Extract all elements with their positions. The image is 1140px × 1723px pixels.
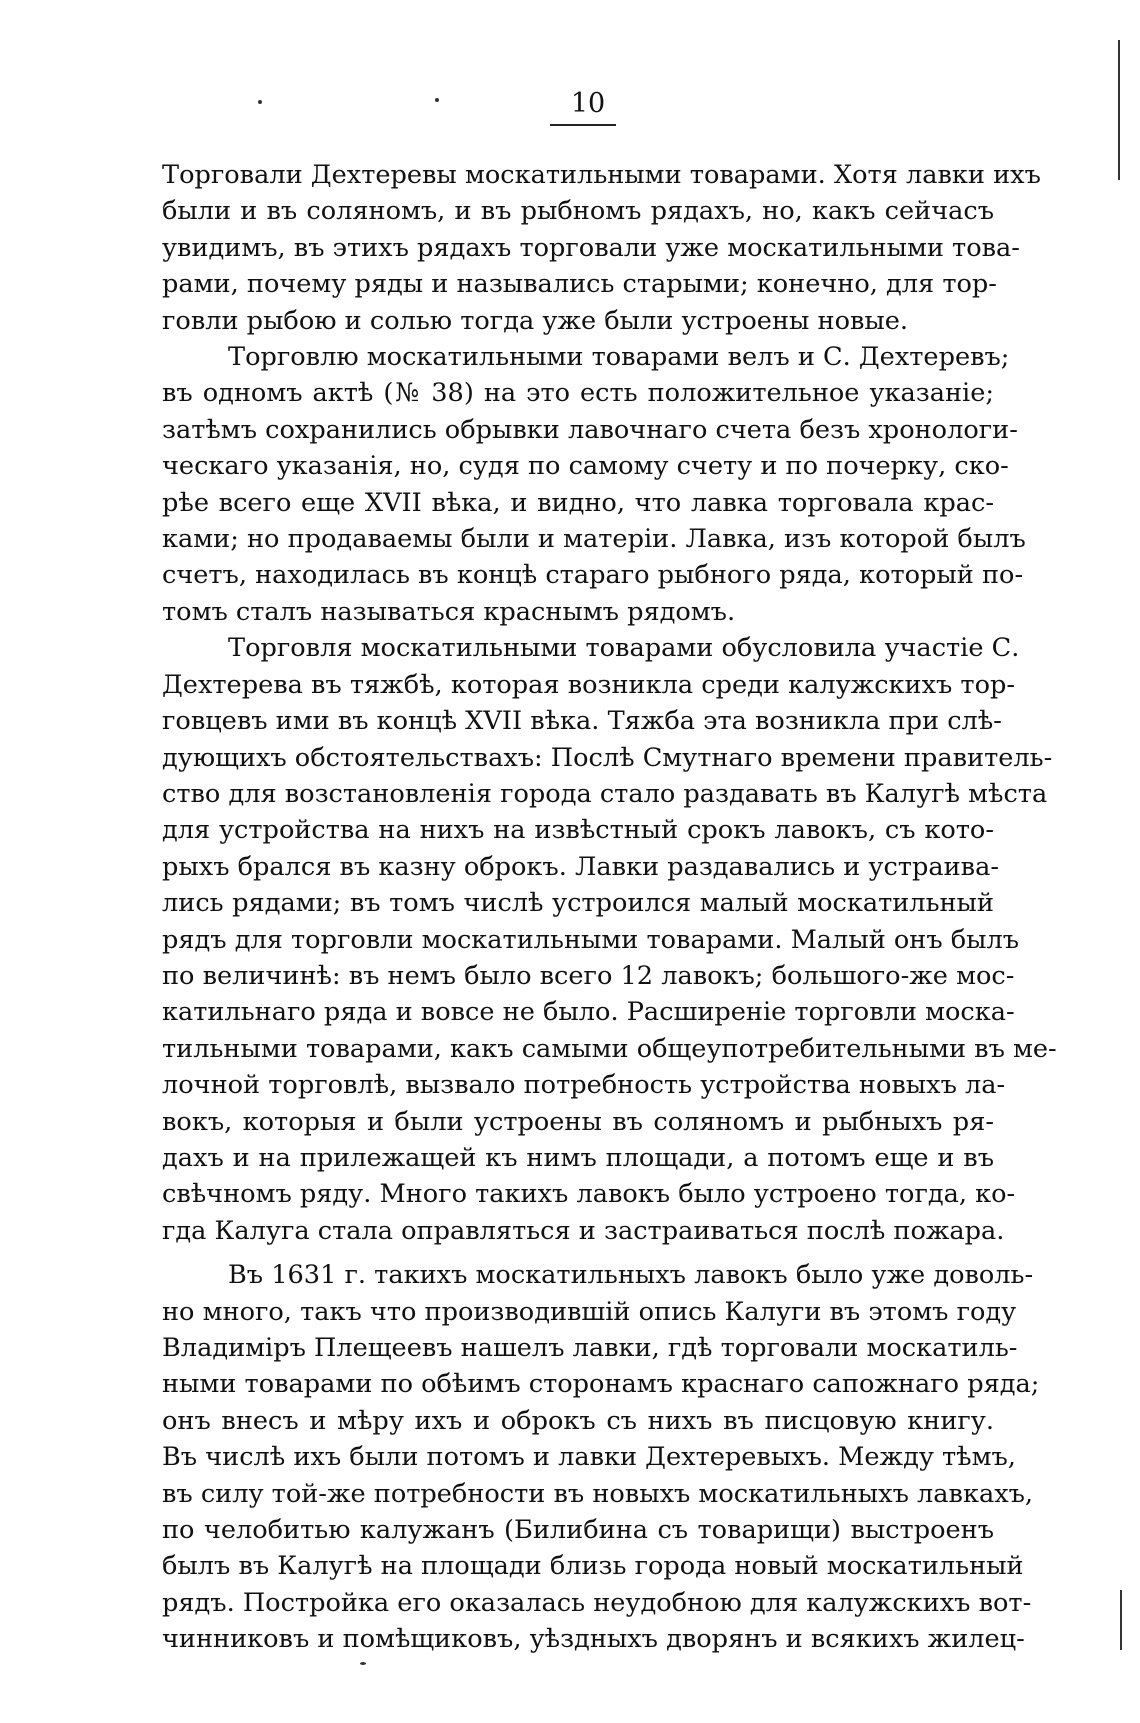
text-line: счетъ, находилась въ концѣ стараго рыбного ряда, который по-: [162, 560, 1024, 591]
text-line: рѣе всего еще XVII вѣка, и видно, что лавка торговала крас-: [162, 487, 994, 518]
text-line: увидимъ, въ этихъ рядахъ торговали уже москатильными това-: [162, 232, 1020, 263]
text-line: рядъ. Постройка его оказалась неудобною для калужскихъ вот-: [162, 1587, 1032, 1618]
text-line: Въ 1631 г. такихъ москатильныхъ лавокъ было уже доволь-: [228, 1260, 1034, 1291]
text-line: онъ внесъ и мѣру ихъ и оброкъ съ нихъ въ писцовую книгу.: [162, 1405, 994, 1436]
paragraph-3: [162, 630, 1057, 1249]
paragraph-4: [162, 1257, 1040, 1657]
text-line: томъ сталъ называться краснымъ рядомъ.: [162, 596, 736, 627]
text-line: ными товарами по обѣимъ сторонамъ краснаго сапожнаго ряда;: [162, 1369, 1040, 1400]
text-line: былъ въ Калугѣ на площади близь города новый москатильный: [162, 1551, 1024, 1582]
text-line: дующихъ обстоятельствахъ: Послѣ Смутнаго времени правитель-: [162, 742, 1053, 773]
text-line: рыхъ брался въ казну оброкъ. Лавки раздавались и устраива-: [162, 851, 999, 882]
text-line: говцевъ ими въ концѣ XVII вѣка. Тяжба эта возникла при слѣ-: [162, 706, 1002, 737]
page-number-rule: [550, 124, 616, 126]
paragraph-2: [162, 339, 1026, 630]
text-line: по величинѣ: въ немъ было всего 12 лавокъ; большого-же мос-: [162, 960, 1015, 991]
text-line: тильными товарами, какъ самыми общеупотребительными въ ме-: [162, 1033, 1057, 1064]
text-line: Дехтерева въ тяжбѣ, которая возникла среди калужскихъ тор-: [162, 669, 1016, 700]
binding-edge-mark: [1118, 40, 1120, 180]
text-line: Торговлю москатильными товарами велъ и С. Дехтеревъ;: [228, 342, 1010, 373]
text-line: затѣмъ сохранились обрывки лавочнаго счета безъ хронологи-: [162, 414, 1018, 445]
dust-mark-left: [258, 100, 262, 104]
paragraph-gap: [162, 1249, 994, 1257]
text-line: Въ числѣ ихъ были потомъ и лавки Дехтеревыхъ. Между тѣмъ,: [162, 1442, 1016, 1473]
dust-mark-bottom: [360, 1662, 366, 1665]
text-line: но много, такъ что производившiй опись Калуги въ этомъ году: [162, 1296, 1017, 1327]
text-line: лись рядами; въ томъ числѣ устроился малый москатильный: [162, 888, 994, 919]
paragraph-1: [162, 157, 1041, 339]
text-line: Торговля москатильными товарами обусловила участiе С.: [228, 633, 1020, 664]
binding-edge-mark-lower: [1120, 1590, 1122, 1650]
text-line: говли рыбою и солью тогда уже были устроены новые.: [162, 305, 909, 336]
text-line: катильнаго ряда и вовсе не было. Расширенiе торговли моска-: [162, 997, 1015, 1028]
text-line: чинниковъ и помѣщиковъ, уѣздныхъ дворянъ и всякихъ жилец-: [162, 1624, 1025, 1655]
page-body: [162, 157, 1057, 1658]
text-line: въ одномъ актѣ (№ 38) на это есть положительное указанiе;: [162, 378, 994, 409]
text-line: для устройства на нихъ на извѣстный срокъ лавокъ, съ кото-: [162, 815, 994, 846]
text-line: свѣчномъ ряду. Много такихъ лавокъ было устроено тогда, ко-: [162, 1179, 1016, 1210]
text-line: въ силу той-же потребности въ новыхъ москатильныхъ лавкахъ,: [162, 1478, 1034, 1509]
text-line: вокъ, которыя и были устроены въ соляномъ и рыбныхъ ря-: [162, 1106, 994, 1137]
text-line: лочной торговлѣ, вызвало потребность устройства новыхъ ла-: [162, 1070, 1006, 1101]
page-number: 10: [570, 88, 606, 119]
text-line: Владимiръ Плещеевъ нашелъ лавки, гдѣ торговали москатиль-: [162, 1333, 1018, 1363]
text-line: Торговали Дехтеревы москатильными товарами. Хотя лавки ихъ: [162, 160, 1041, 190]
text-line: ческаго указанiя, но, судя по самому счету и по почерку, ско-: [162, 451, 1009, 482]
text-line: ство для возстановленiя города стало раздавать въ Калугѣ мѣста: [162, 778, 1048, 809]
text-line: ками; но продаваемы были и матерiи. Лавка, изъ которой былъ: [162, 524, 1026, 555]
text-line: по челобитью калужанъ (Билибина съ товарищи) выстроенъ: [162, 1515, 994, 1546]
text-line: рами, почему ряды и назывались старыми; конечно, для тор-: [162, 269, 997, 300]
text-line: рядъ для торговли москатильными товарами. Малый онъ былъ: [162, 924, 1020, 955]
text-line: гда Калуга стала оправляться и застраиваться послѣ пожара.: [162, 1215, 1005, 1246]
text-line: были и въ соляномъ, и въ рыбномъ рядахъ, но, какъ сейчасъ: [162, 196, 994, 227]
text-line: дахъ и на прилежащей къ нимъ площади, а потомъ еще и въ: [162, 1142, 994, 1173]
dust-mark-mid: [435, 98, 439, 102]
